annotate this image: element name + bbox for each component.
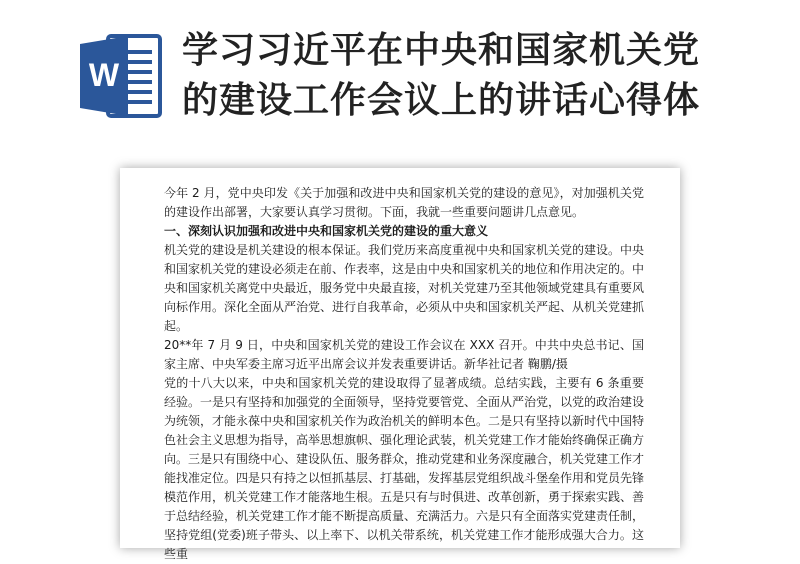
- section-heading-1: 一、深刻认识加强和改进中央和国家机关党的建设的重大意义: [164, 224, 489, 238]
- document-page: [120, 168, 680, 561]
- header: [0, 0, 800, 150]
- title-line-1: 学习习近平在中央和国家机关党: [182, 30, 701, 71]
- word-document-icon: [78, 30, 164, 122]
- paragraph-3: 党的十八大以来，中央和国家机关党的建设取得了显著成绩。总结实践，主要有 6 条重要经验。一是只有坚持和加强党的全面领导，坚持党要管党、全面从严治党，以党的政治建设为统领，才能永葆中央和国家机关作为政治机关的鲜明本色。二是只有坚持以新时代中国特色社会主义思想为指导，高举思想旗帜、强化理论武装，机关党建工作才能始终确保正确方向。三是只有围绕中心、建设队伍、服务群众，推动党建和业务深度融合，机关党建工作才能找准定位。四是只有持之以恒抓基层、打基础，发挥基层党组织战斗堡垒作用和党员先锋模范作用，机关党建工作才能落地生根。五是只有与时俱进、改革创新，勇于探索实践、善于总结经验，机关党建工作才能不断提高质量、充满活力。六是只有全面落实党建责任制，坚持党组(党委)班子带头、以上率下、以机关带系统，机关党建工作才能形成强大合力。这些重: [164, 376, 645, 561]
- word-logo-letter: W: [88, 57, 120, 93]
- paragraph-2: 20**年 7 月 9 日，中央和国家机关党的建设工作会议在 XXX 召开。中共中央总书记、国家主席、中央军委主席习近平出席会议并发表重要讲话。新华社记者 鞠鹏/摄: [164, 338, 644, 371]
- paragraph-1: 机关党的建设是机关建设的根本保证。我们党历来高度重视中央和国家机关党的建设。中央和国家机关党的建设必须走在前、作表率，这是由中央和国家机关的地位和作用决定的。中央和国家机关离党中央最近，服务党中央最直接，对机关党建乃至其他领域党建具有重要风向标作用。深化全面从严治党、进行自我革命，必须从中央和国家机关严起、从机关党建抓起。: [164, 243, 645, 333]
- document-body: [164, 184, 644, 564]
- page-title: [182, 26, 782, 126]
- paragraph-intro: 今年 2 月，党中央印发《关于加强和改进中央和国家机关党的建设的意见》，对加强机关党的建设作出部署，大家要认真学习贯彻。下面，我就一些重要问题讲几点意见。: [164, 186, 644, 219]
- title-line-2: 的建设工作会议上的讲话心得体: [182, 80, 701, 121]
